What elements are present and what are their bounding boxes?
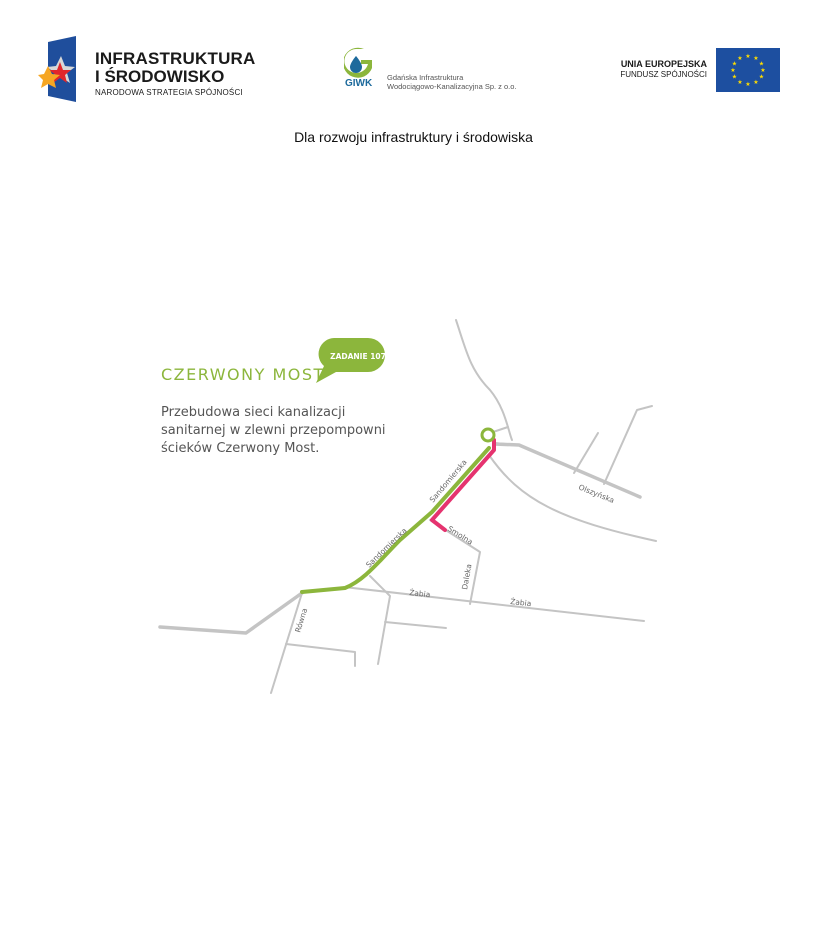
street-label-smolna: Smolna: [445, 524, 475, 547]
svg-text:★: ★: [745, 53, 751, 60]
svg-text:★: ★: [758, 60, 765, 68]
svg-text:★: ★: [737, 79, 743, 86]
pump-station-marker: [482, 429, 494, 441]
svg-text:★: ★: [731, 60, 738, 68]
svg-text:★: ★: [758, 73, 765, 81]
task-badge-label: ZADANIE 107: [330, 352, 386, 361]
task-badge: [316, 338, 386, 383]
street-label-rowna: Równa: [293, 607, 310, 634]
logo-line-3: NARODOWA STRATEGIA SPÓJNOŚCI: [95, 88, 243, 97]
svg-text:★: ★: [760, 67, 766, 74]
street-label-zabia-2: Żabia: [509, 597, 532, 609]
svg-text:★: ★: [753, 79, 759, 86]
street-label-sandomierska-lower: Sandomierska: [364, 525, 409, 570]
map-title: CZERWONY MOST: [161, 365, 325, 384]
svg-text:★: ★: [737, 55, 743, 62]
eu-line-2: FUNDUSZ SPÓJNOŚCI: [620, 70, 707, 79]
street-label-sandomierska-upper: Sandomierska: [427, 457, 469, 505]
street-label-zabia-1: Żabia: [408, 588, 431, 600]
svg-text:★: ★: [730, 67, 736, 74]
svg-text:★: ★: [745, 81, 751, 88]
giwk-line-2: Wodociągowo-Kanalizacyjna Sp. z o.o.: [387, 82, 517, 91]
eu-line-1: UNIA EUROPEJSKA: [620, 59, 707, 69]
giwk-line-1: Gdańska Infrastruktura: [387, 73, 464, 82]
street-label-olszynska: Olszyńska: [577, 482, 616, 505]
road-west: [160, 593, 302, 633]
description-line-2: sanitarnej w zlewni przepompowni: [161, 423, 386, 438]
street-label-daleka: Daleka: [460, 563, 474, 591]
svg-text:★: ★: [753, 55, 759, 62]
tagline: Dla rozwoju infrastruktury i środowiska: [294, 129, 533, 145]
description-line-1: Przebudowa sieci kanalizacji: [161, 405, 346, 420]
giwk-short: GIWK: [345, 78, 373, 89]
description-line-3: ścieków Czerwony Most.: [161, 441, 320, 456]
logo-line-2: I ŚRODOWISKO: [95, 67, 225, 86]
svg-text:★: ★: [731, 73, 738, 81]
logo-line-1: INFRASTRUKTURA: [95, 49, 256, 68]
map-description: [161, 404, 401, 458]
